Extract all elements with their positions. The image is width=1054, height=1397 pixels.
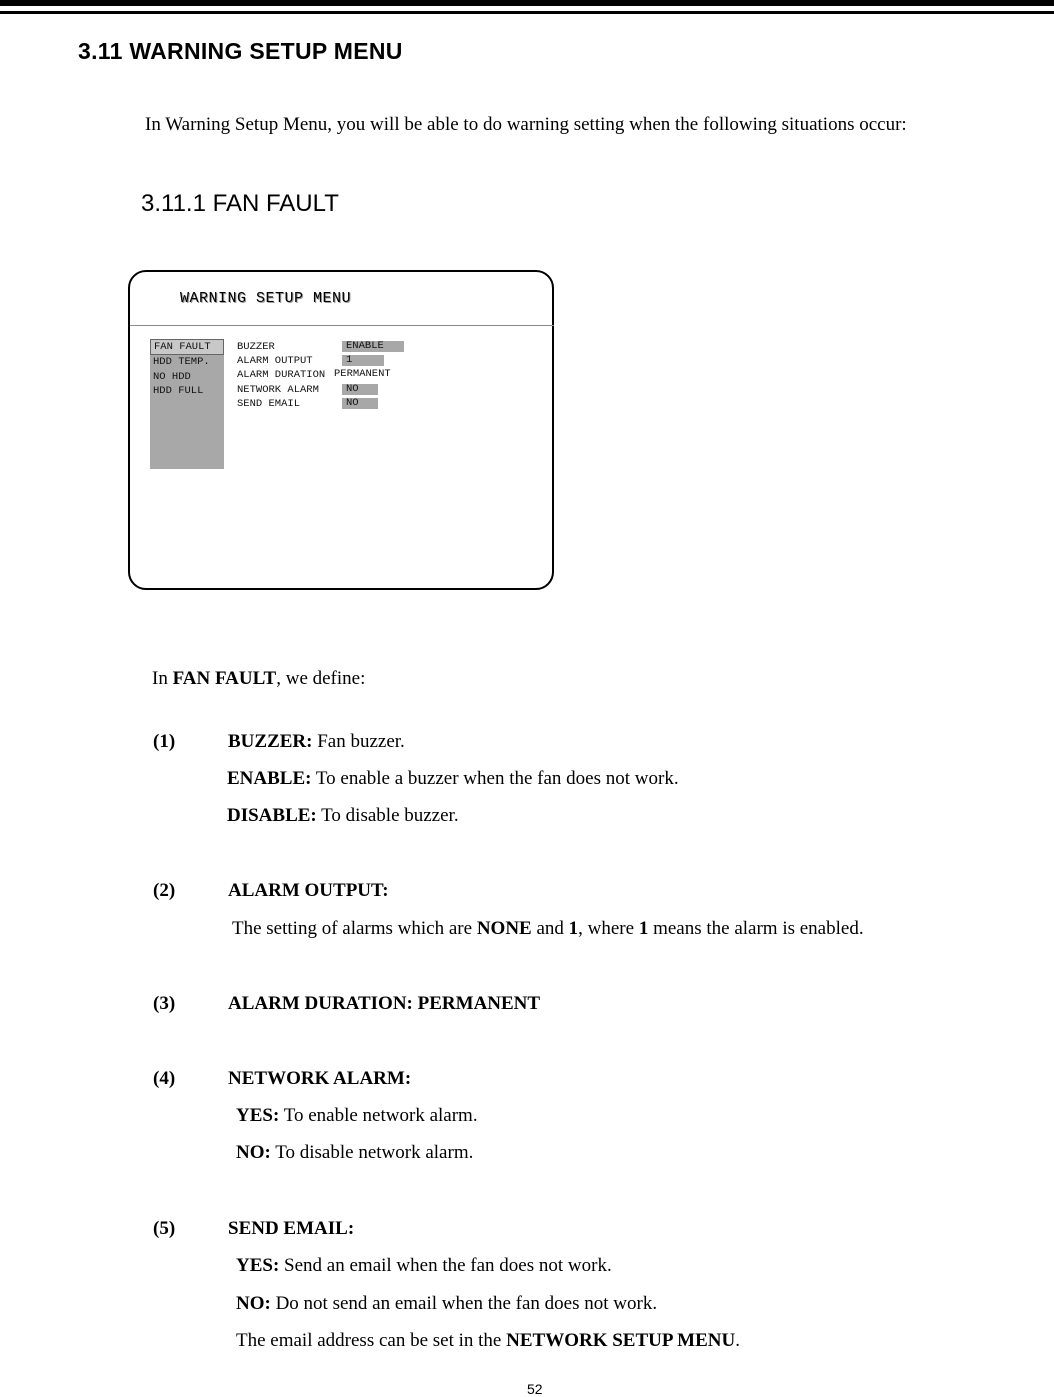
send-email-note-end: . <box>735 1330 740 1351</box>
item-number: (4) <box>153 1068 176 1089</box>
network-alarm-no-line <box>236 1142 473 1164</box>
send-email-no-line <box>236 1293 657 1315</box>
define-term: FAN FAULT <box>172 668 277 689</box>
network-alarm-heading <box>228 1068 411 1090</box>
osd-setting-label: ALARM OUTPUT <box>237 355 313 367</box>
send-email-no-key: NO: <box>236 1293 271 1314</box>
item-number: (2) <box>153 880 176 901</box>
osd-setting-label: ALARM DURATION <box>237 369 326 381</box>
define-prefix: In <box>152 668 173 689</box>
item-number: (5) <box>153 1218 176 1239</box>
send-email-note-text: The email address can be set in the <box>236 1330 507 1351</box>
osd-setting-label: BUZZER <box>237 341 275 353</box>
osd-setting-value: ENABLE <box>342 341 404 352</box>
alarm-duration-heading <box>228 993 540 1015</box>
alarm-output-heading <box>228 880 389 902</box>
osd-category-list <box>150 339 224 469</box>
osd-title: WARNING SETUP MENU <box>180 290 352 307</box>
buzzer-heading-key: BUZZER: <box>228 731 313 752</box>
send-email-note-bold: NETWORK SETUP MENU <box>506 1330 736 1351</box>
osd-setting-value: PERMANENT <box>334 368 391 380</box>
buzzer-enable-key: ENABLE: <box>227 768 312 789</box>
section-title: 3.11 WARNING SETUP MENU <box>78 38 403 64</box>
buzzer-enable-text: To enable a buzzer when the fan does not work. <box>311 768 679 789</box>
network-alarm-no-text: To disable network alarm. <box>270 1142 474 1163</box>
item-number: (1) <box>153 731 176 752</box>
osd-category-no-hdd: NO HDD <box>153 370 191 383</box>
header-rule-thin <box>0 11 1054 14</box>
osd-setting-label: NETWORK ALARM <box>237 384 319 396</box>
alarm-output-bold: 1 <box>568 918 579 939</box>
item-number: (3) <box>153 993 176 1014</box>
osd-category-fan-fault: FAN FAULT <box>150 339 224 355</box>
send-email-heading-key: SEND EMAIL: <box>228 1218 355 1239</box>
send-email-no-text: Do not send an email when the fan does not work. <box>270 1293 658 1314</box>
alarm-output-desc <box>232 918 864 940</box>
osd-setting-value: NO <box>342 398 378 409</box>
intro-paragraph: In Warning Setup Menu, you will be able to do warning setting when the following situations occur: <box>145 114 907 135</box>
network-alarm-heading-key: NETWORK ALARM: <box>228 1068 412 1089</box>
network-alarm-yes-line <box>236 1105 478 1127</box>
buzzer-disable-text: To disable buzzer. <box>316 805 459 826</box>
alarm-output-text: and <box>531 918 569 939</box>
buzzer-disable-line <box>227 805 459 827</box>
send-email-yes-line <box>236 1255 612 1277</box>
osd-setting-value: 1 <box>342 355 384 366</box>
osd-category-hdd-full: HDD FULL <box>153 384 204 397</box>
page-number: 52 <box>527 1381 543 1397</box>
define-intro <box>152 668 365 690</box>
header-rule-thick <box>0 0 1054 6</box>
osd-separator <box>130 325 554 326</box>
osd-category-hdd-temp: HDD TEMP. <box>153 356 210 369</box>
alarm-output-text: The setting of alarms which are <box>232 918 477 939</box>
osd-menu-figure <box>128 270 554 590</box>
define-suffix: , we define: <box>276 668 366 689</box>
send-email-heading <box>228 1218 354 1240</box>
alarm-output-text: means the alarm is enabled. <box>648 918 864 939</box>
network-alarm-yes-text: To enable network alarm. <box>279 1105 478 1126</box>
network-alarm-no-key: NO: <box>236 1142 271 1163</box>
buzzer-heading-text: Fan buzzer. <box>312 731 405 752</box>
alarm-output-heading-key: ALARM OUTPUT: <box>228 880 389 901</box>
alarm-output-bold: NONE <box>476 918 532 939</box>
buzzer-disable-key: DISABLE: <box>227 805 317 826</box>
send-email-yes-text: Send an email when the fan does not work. <box>279 1255 612 1276</box>
send-email-note <box>236 1330 740 1352</box>
alarm-output-text: , where <box>578 918 639 939</box>
alarm-duration-heading-key: ALARM DURATION: PERMANENT <box>228 993 541 1014</box>
send-email-yes-key: YES: <box>236 1255 280 1276</box>
osd-setting-value: NO <box>342 384 378 395</box>
osd-setting-label: SEND EMAIL <box>237 398 301 410</box>
buzzer-enable-line <box>227 768 679 790</box>
buzzer-heading <box>228 731 405 753</box>
subsection-title: 3.11.1 FAN FAULT <box>141 190 339 217</box>
alarm-output-bold: 1 <box>638 918 649 939</box>
network-alarm-yes-key: YES: <box>236 1105 280 1126</box>
